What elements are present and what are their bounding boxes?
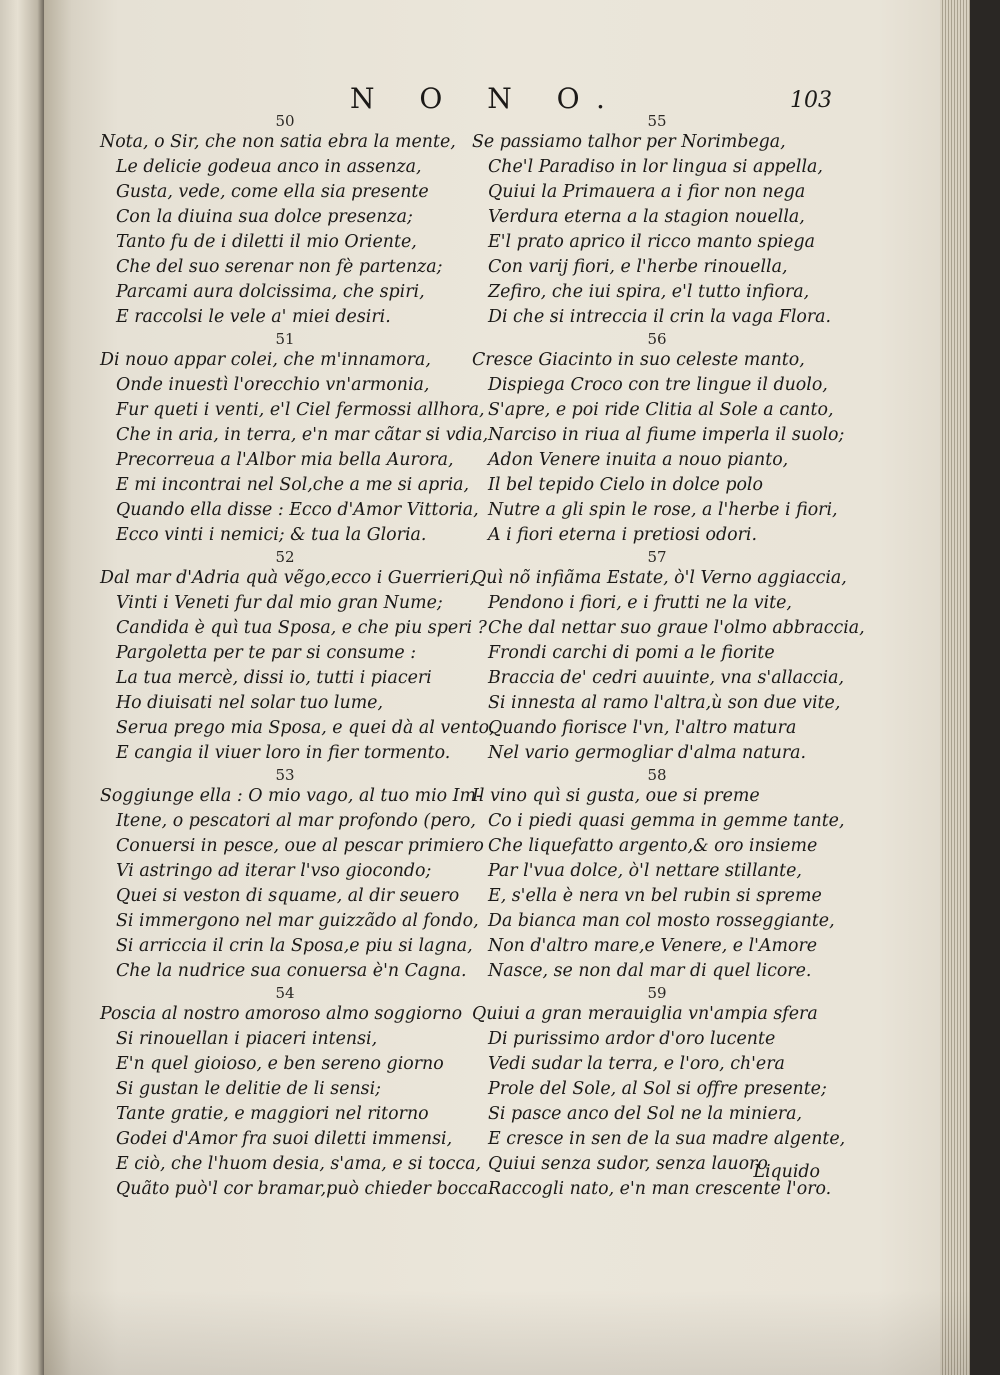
verse-line: Di nouo appar colei, che m'innamora,: [100, 350, 431, 370]
verse-line: Quando ella disse : Ecco d'Amor Vittoria,: [116, 500, 479, 520]
verse-line: Si immergono nel mar guizzãdo al fondo,: [116, 911, 479, 931]
verse-line: Frondi carchi di pomi a le fiorite: [488, 643, 775, 663]
facing-page-edge: [0, 0, 44, 1375]
verse-line: Vinti i Veneti fur dal mio gran Nume;: [116, 593, 443, 613]
verse-line: Fur queti i venti, e'l Ciel fermossi allhora,: [116, 400, 485, 420]
verse-line: Co i piedi quasi gemma in gemme tante,: [488, 811, 845, 831]
verse-line: Godei d'Amor fra suoi diletti immensi,: [116, 1129, 453, 1149]
left-column: [100, 112, 495, 1202]
verse-line: Raccogli nato, e'n man crescente l'oro.: [488, 1179, 832, 1199]
running-head: N O N O.: [350, 82, 623, 115]
verse-line: Si pasce anco del Sol ne la miniera,: [488, 1104, 803, 1124]
verse-line: Prole del Sole, al Sol si offre presente;: [488, 1079, 827, 1099]
verse-line: Nutre a gli spin le rose, a l'herbe i fiori,: [488, 500, 838, 520]
stanza: [472, 112, 842, 330]
verse-line: Nel vario germogliar d'alma natura.: [488, 743, 807, 763]
verse-line: Che liquefatto argento,& oro insieme: [488, 836, 818, 856]
verse-line: E'l prato aprico il ricco manto spiega: [488, 232, 815, 252]
verse-line: Di che si intreccia il crin la vaga Flora.: [488, 307, 832, 327]
verse-line: Quei si veston di squame, al dir seuero: [116, 886, 460, 906]
verse-line: Quando fiorisce l'vn, l'altro matura: [488, 718, 797, 738]
verse-line: Serua prego mia Sposa, e quei dà al vento,: [116, 718, 495, 738]
verse-line: E ciò, che l'huom desia, s'ama, e si tocca,: [116, 1154, 482, 1174]
stanza: [472, 766, 845, 984]
verse-line: Le delicie godeua anco in assenza,: [116, 157, 422, 177]
verse-line: Vi astringo ad iterar l'vso giocondo;: [116, 861, 432, 881]
stanza: [100, 984, 494, 1202]
verse-line: Quiui a gran merauiglia vn'ampia sfera: [472, 1004, 818, 1024]
stanza-number: 52: [275, 548, 295, 566]
right-column: [472, 112, 865, 1202]
verse-line: Non d'altro mare,e Venere, e l'Amore: [488, 936, 818, 956]
verse-line: S'apre, e poi ride Clitia al Sole a canto,: [488, 400, 834, 420]
verse-line: Che'l Paradiso in lor lingua si appella,: [488, 157, 823, 177]
verse-line: Quiui senza sudor, senza lauoro: [488, 1154, 768, 1174]
verse-line: E cangia il viuer loro in fier tormento.: [116, 743, 451, 763]
verse-line: E raccolsi le vele a' miei desiri.: [116, 307, 391, 327]
verse-line: Precorreua a l'Albor mia bella Aurora,: [116, 450, 454, 470]
verse-line: Il vino quì si gusta, oue si preme: [472, 786, 760, 806]
stanza-number: 59: [647, 984, 667, 1002]
verse-line: Quãto può'l cor bramar,può chieder bocca.: [116, 1179, 494, 1199]
verse-line: Si rinouellan i piaceri intensi,: [116, 1029, 378, 1049]
verse-line: Di purissimo ardor d'oro lucente: [488, 1029, 776, 1049]
stanza-number: 53: [275, 766, 295, 784]
verse-line: Si innesta al ramo l'altra,ù son due vite,: [488, 693, 841, 713]
verse-line: Narciso in riua al fiume imperla il suolo;: [488, 425, 845, 445]
verse-line: Ecco vinti i nemici; & tua la Gloria.: [116, 525, 427, 545]
verse-line: Braccia de' cedri auuinte, vna s'allaccia,: [488, 668, 844, 688]
verse-line: Zefiro, che iui spira, e'l tutto infiora,: [488, 282, 810, 302]
stanza: [472, 330, 845, 548]
verse-line: Che la nudrice sua conuersa è'n Cagna.: [116, 961, 467, 981]
verse-line: A i fiori eterna i pretiosi odori.: [488, 525, 757, 545]
stanza-number: 50: [275, 112, 295, 130]
stanza: [472, 548, 865, 766]
page-shadow: [44, 1290, 970, 1375]
stanza-number: 54: [275, 984, 295, 1002]
verse-line: Nasce, se non dal mar di quel licore.: [488, 961, 812, 981]
verse-line: Con la diuina sua dolce presenza;: [116, 207, 413, 227]
verse-line: Dispiega Croco con tre lingue il duolo,: [488, 375, 828, 395]
verse-line: Da bianca man col mosto rosseggiante,: [488, 911, 835, 931]
verse-line: Tante gratie, e maggiori nel ritorno: [116, 1104, 429, 1124]
verse-line: Nota, o Sir, che non satia ebra la mente,: [100, 132, 456, 152]
verse-line: Con varij fiori, e l'herbe rinouella,: [488, 257, 788, 277]
verse-line: Itene, o pescatori al mar profondo (pero,: [116, 811, 476, 831]
stanza: [100, 766, 484, 984]
verse-line: Cresce Giacinto in suo celeste manto,: [472, 350, 805, 370]
verse-line: Ho diuisati nel solar tuo lume,: [116, 693, 383, 713]
stanza: [100, 112, 470, 330]
catchword: Liquido: [753, 1162, 820, 1182]
verse-line: Quì nõ infiãma Estate, ò'l Verno aggiaccia,: [472, 568, 847, 588]
verse-line: Tanto fu de i diletti il mio Oriente,: [116, 232, 417, 252]
verse-line: Che in aria, in terra, e'n mar cãtar si vdia,: [116, 425, 489, 445]
verse-line: Parcami aura dolcissima, che spiri,: [116, 282, 425, 302]
verse-line: Soggiunge ella : O mio vago, al tuo mio Im-: [100, 786, 482, 806]
verse-line: Onde inuestì l'orecchio vn'armonia,: [116, 375, 430, 395]
verse-line: Verdura eterna a la stagion nouella,: [488, 207, 805, 227]
verse-line: Adon Venere inuita a nouo pianto,: [488, 450, 789, 470]
verse-line: E mi incontrai nel Sol,che a me si apria,: [116, 475, 470, 495]
verse-line: La tua mercè, dissi io, tutti i piaceri: [116, 668, 432, 688]
verse-line: E'n quel gioioso, e ben sereno giorno: [116, 1054, 444, 1074]
page-number: 103: [790, 88, 832, 113]
stanza-number: 57: [647, 548, 667, 566]
verse-line: Pendono i fiori, e i frutti ne la vite,: [488, 593, 792, 613]
verse-line: Il bel tepido Cielo in dolce polo: [488, 475, 763, 495]
stanza-number: 56: [647, 330, 667, 348]
verse-line: Si gustan le delitie de li sensi;: [116, 1079, 382, 1099]
stanza: [100, 548, 495, 766]
stanza: [100, 330, 489, 548]
verse-line: Quiui la Primauera a i fior non nega: [488, 182, 806, 202]
verse-line: Che del suo serenar non fè partenza;: [116, 257, 443, 277]
verse-line: Si arriccia il crin la Sposa,e piu si lagna,: [116, 936, 473, 956]
stanza-number: 58: [647, 766, 667, 784]
verse-line: E, s'ella è nera vn bel rubin si spreme: [488, 886, 822, 906]
verse-line: Conuersi in pesce, oue al pescar primiero: [116, 836, 484, 856]
verse-line: Vedi sudar la terra, e l'oro, ch'era: [488, 1054, 785, 1074]
verse-line: Se passiamo talhor per Norimbega,: [472, 132, 786, 152]
verse-line: Che dal nettar suo graue l'olmo abbraccia,: [488, 618, 865, 638]
verse-line: Par l'vua dolce, ò'l nettare stillante,: [488, 861, 802, 881]
stanza-number: 51: [275, 330, 295, 348]
stanza-number: 55: [647, 112, 667, 130]
verse-line: E cresce in sen de la sua madre algente,: [488, 1129, 846, 1149]
verse-line: Candida è quì tua Sposa, e che piu speri ?: [116, 618, 487, 638]
verse-line: Poscia al nostro amoroso almo soggiorno: [100, 1004, 463, 1024]
verse-line: Dal mar d'Adria quà vẽgo,ecco i Guerrieri,: [100, 568, 476, 588]
verse-line: Gusta, vede, come ella sia presente: [116, 182, 429, 202]
page-edges: [940, 0, 970, 1375]
verse-line: Pargoletta per te par si consume :: [116, 643, 417, 663]
